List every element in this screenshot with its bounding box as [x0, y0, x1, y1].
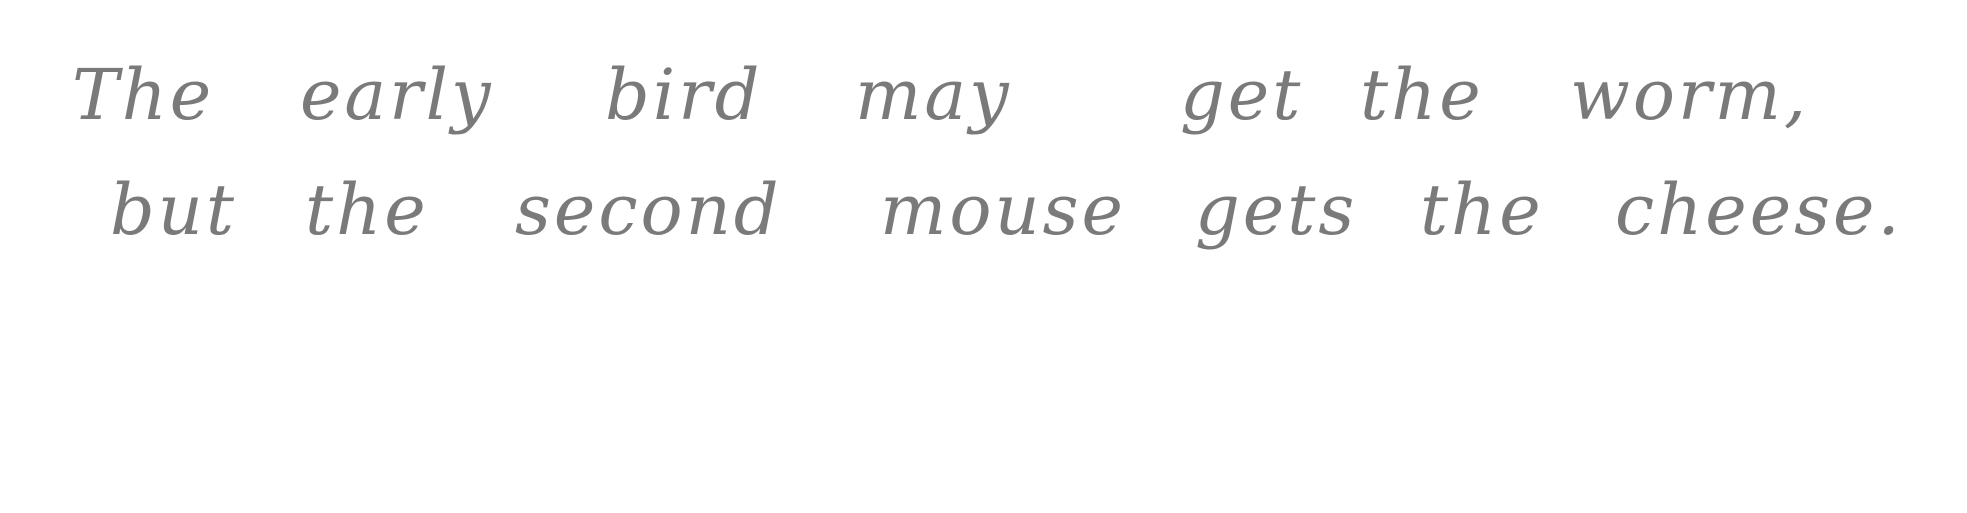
word: the: [305, 169, 429, 251]
word: worm,: [1570, 54, 1810, 136]
word: but: [110, 169, 238, 251]
word: The: [72, 54, 215, 136]
word: mouse: [880, 169, 1126, 251]
word: the: [1360, 54, 1484, 136]
word: bird: [605, 54, 763, 136]
word: may: [855, 54, 1012, 136]
word: gets: [1195, 169, 1358, 251]
word: the: [1420, 169, 1544, 251]
word: get: [1180, 54, 1304, 136]
word: early: [300, 54, 494, 136]
word: cheese.: [1615, 169, 1903, 251]
word: second: [515, 169, 782, 251]
